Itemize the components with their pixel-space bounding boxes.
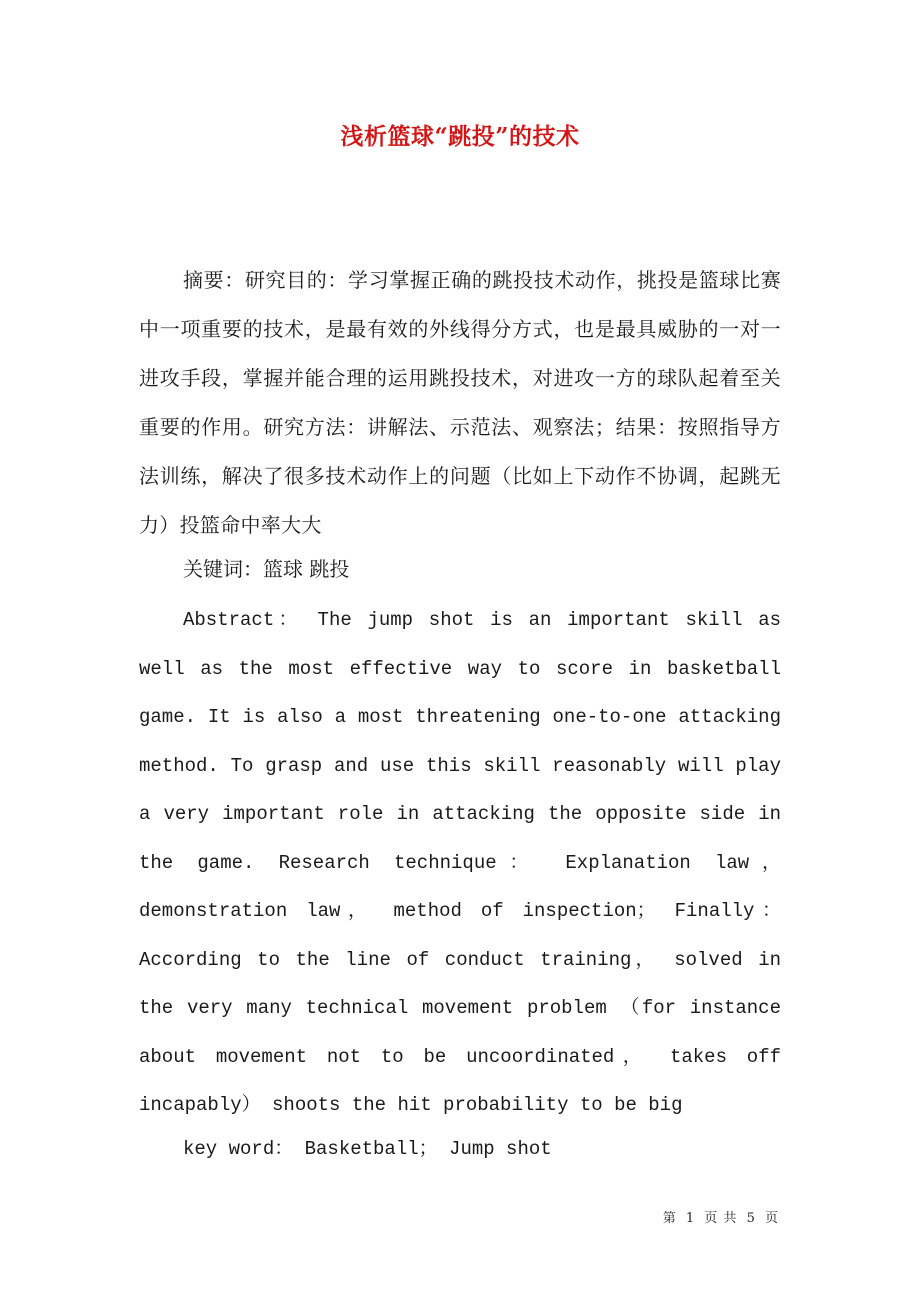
- english-abstract: [139, 596, 781, 1130]
- footer-suffix: 页: [764, 1211, 779, 1226]
- page-footer: [661, 1207, 781, 1226]
- chinese-abstract: [139, 256, 781, 550]
- footer-total-pages: 5: [746, 1211, 756, 1226]
- footer-current-page: 1: [685, 1211, 696, 1226]
- footer-prefix: 第: [662, 1211, 677, 1226]
- english-abstract-text: Abstract： The jump shot is an important skill as well as the most effective way to score in basketball game. It is also a most threatening one-to-one attacking method. To grasp and use this skill reasonably will play a very important role in attacking the opposite side in the game. Research technique： Explanation law， demonstration law， method of inspection； Finally： According to the line of conduct training， solved in the very many technical movement problem （for instance about movement not to be uncoordinated， takes off incapably） shoots the hit probability to be big: [139, 609, 781, 1116]
- document-title: 浅析篮球“跳投”的技术: [340, 123, 580, 150]
- chinese-abstract-text: 摘要：研究目的：学习掌握正确的跳投技术动作，挑投是篮球比赛中一项重要的技术，是最有效的外线得分方式，也是最具威胁的一对一进攻手段，掌握并能合理的运用跳投技术，对进攻一方的球队起着至关重要的作用。研究方法：讲解法、示范法、观察法；结果：按照指导方法训练，解决了很多技术动作上的问题（比如上下动作不协调，起跳无力）投篮命中率大大: [139, 268, 781, 537]
- english-keywords: key word： Basketball； Jump shot: [183, 1138, 552, 1160]
- chinese-keywords: 关键词：篮球 跳投: [183, 557, 350, 581]
- footer-middle: 页 共: [704, 1211, 738, 1226]
